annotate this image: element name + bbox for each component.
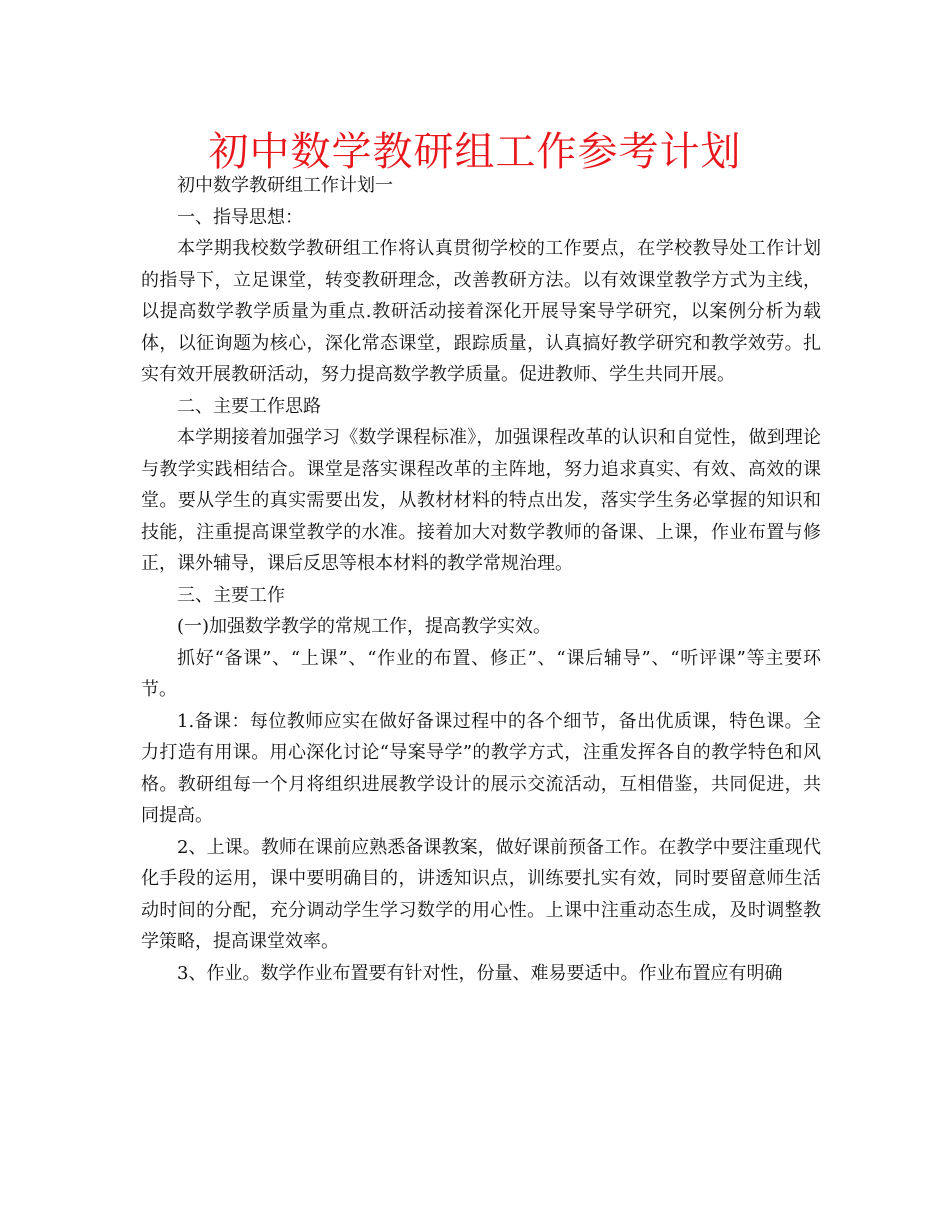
section-heading: 一、指导思想： [177,206,303,228]
subsection-heading: (一)加强数学教学的常规工作，提高教学实效。 [177,616,552,637]
section-heading: 二、主要工作思路 [177,395,321,417]
section-heading: 三、主要工作 [177,584,285,606]
body-paragraph: 本学期我校数学教研组工作将认真贯彻学校的工作要点，在学校教导处工作计划的指导下，立足课堂，转变教研理念，改善教研方法。以有效课堂教学方式为主线，以提高数学教学质量为重点.教研活动接着深化开展导案导学研究，以案例分析为载体，以征询题为核心，深化常态课堂，跟踪质量，认真搞好教学研究和教学效劳。扎实有效开展教研活动，努力提高数学教学质量。促进教师、学生共同开展。 [141,238,821,385]
document-body [141,170,821,989]
body-paragraph: 3、作业。数学作业布置要有针对性，份量、难易要适中。作业布置应有明确 [177,962,783,984]
document-title: 初中数学教研组工作参考计划 [208,129,742,175]
body-paragraph: 1.备课：每位教师应实在做好备课过程中的各个细节，备出优质课，特色课。全力打造有用课。用心深化讨论“导案导学”的教学方式，注重发挥各自的教学特色和风格。教研组每一个月将组织进展教学设计的展示交流活动，互相借鉴，共同促进，共同提高。 [141,710,821,826]
body-paragraph: 抓好“备课”、“上课”、“作业的布置、修正”、“课后辅导”、“听评课”等主要环节。 [141,647,821,700]
body-paragraph: 2、上课。教师在课前应熟悉备课教案，做好课前预备工作。在教学中要注重现代化手段的运用，课中要明确目的，讲透知识点，训练要扎实有效，同时要留意师生活动时间的分配，充分调动学生学习数学的用心性。上课中注重动态生成，及时调整教学策略，提高课堂效率。 [141,836,821,952]
body-paragraph: 本学期接着加强学习《数学课程标准》，加强课程改革的认识和自觉性，做到理论与教学实践相结合。课堂是落实课程改革的主阵地，努力追求真实、有效、高效的课堂。要从学生的真实需要出发，从教材材料的特点出发，落实学生务必掌握的知识和技能，注重提高课堂教学的水准。接着加大对数学教师的备课、上课，作业布置与修正，课外辅导，课后反思等根本材料的教学常规治理。 [141,427,821,574]
subtitle-paragraph: 初中数学教研组工作计划一 [177,175,393,196]
